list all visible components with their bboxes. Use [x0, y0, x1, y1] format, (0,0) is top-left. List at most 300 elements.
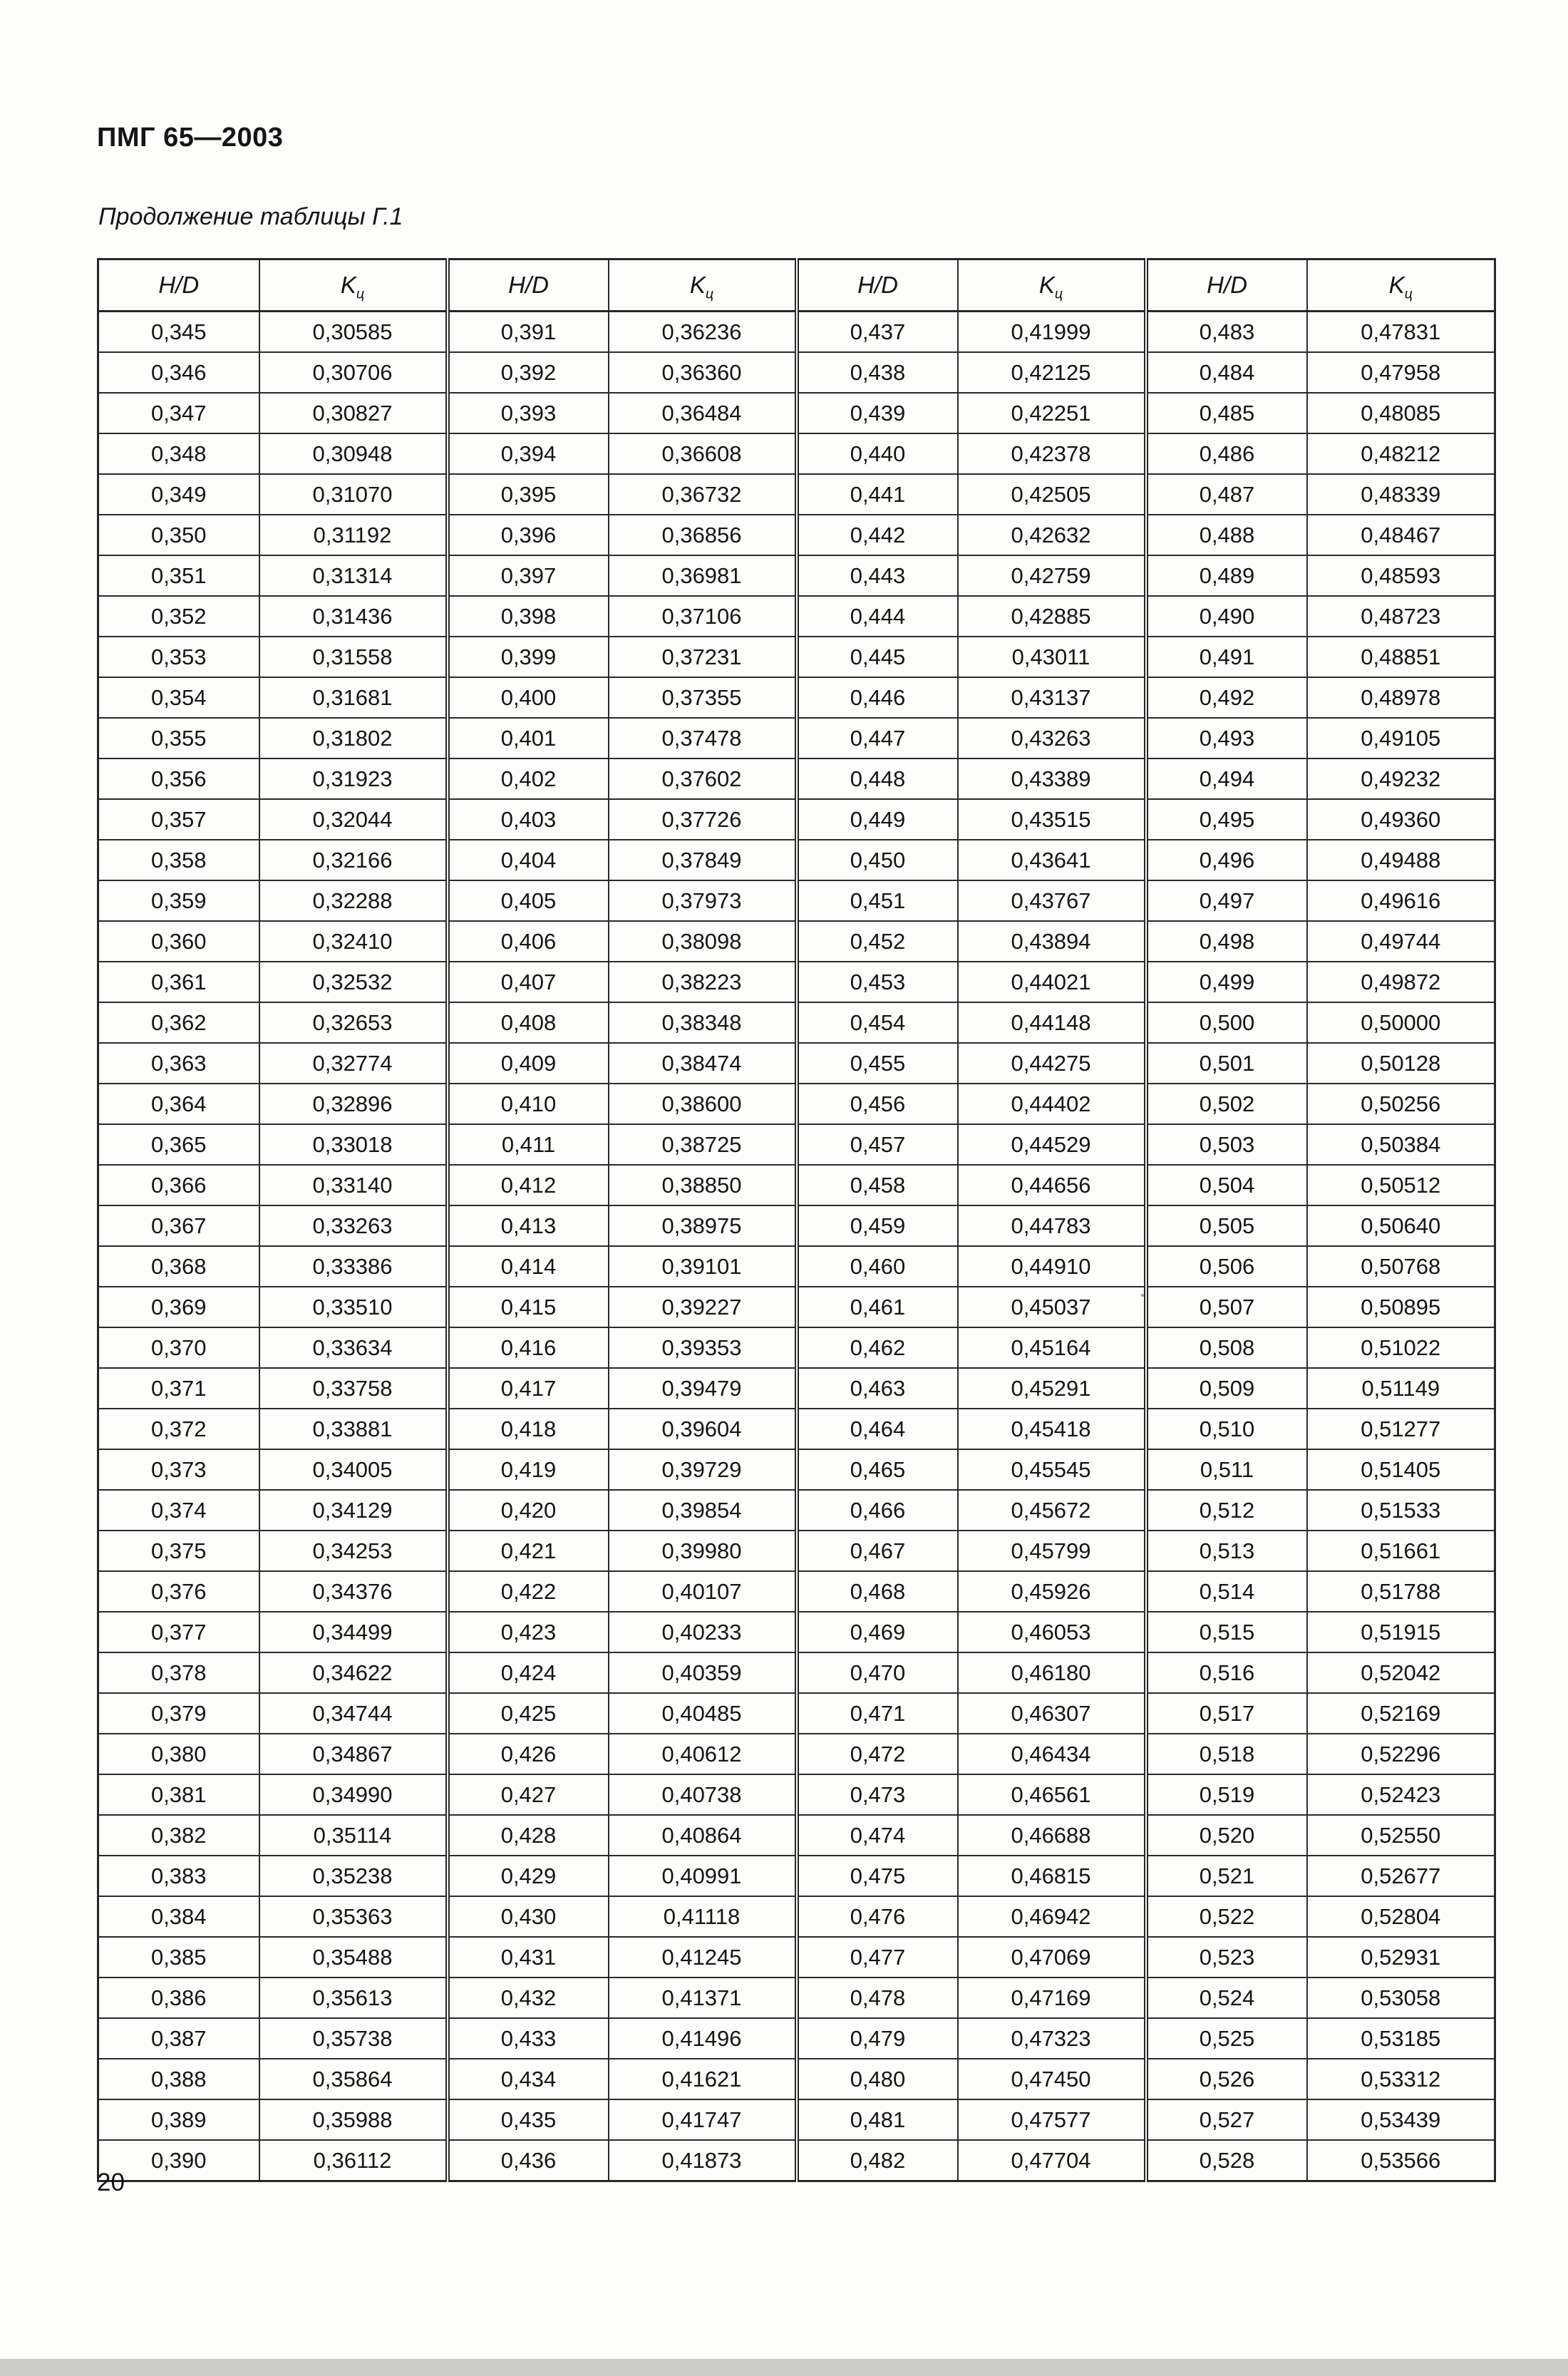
k-value-cell: 0,43515 — [958, 799, 1146, 840]
hd-value-cell: 0,441 — [797, 474, 958, 515]
hd-value-cell: 0,367 — [98, 1205, 259, 1246]
hd-value-cell: 0,513 — [1146, 1531, 1307, 1571]
k-value-cell: 0,36360 — [609, 352, 797, 393]
hd-value-cell: 0,433 — [448, 2018, 609, 2059]
k-value-cell: 0,48723 — [1307, 596, 1495, 637]
hd-value-cell: 0,450 — [797, 840, 958, 880]
hd-value-cell: 0,488 — [1146, 515, 1307, 555]
scan-speck — [1141, 1294, 1144, 1297]
k-value-cell: 0,52677 — [1307, 1856, 1495, 1896]
k-value-cell: 0,51533 — [1307, 1490, 1495, 1531]
hd-value-cell: 0,386 — [98, 1978, 259, 2018]
hd-value-cell: 0,383 — [98, 1856, 259, 1896]
hd-value-cell: 0,474 — [797, 1815, 958, 1856]
table-row — [98, 637, 1495, 677]
k-value-cell: 0,46688 — [958, 1815, 1146, 1856]
k-value-cell: 0,39227 — [609, 1287, 797, 1327]
hd-value-cell: 0,437 — [797, 312, 958, 353]
hd-value-cell: 0,402 — [448, 758, 609, 799]
table-row — [98, 1205, 1495, 1246]
hd-value-cell: 0,457 — [797, 1124, 958, 1165]
table-row — [98, 1246, 1495, 1287]
k-value-cell: 0,38975 — [609, 1205, 797, 1246]
data-table — [97, 258, 1496, 2182]
hd-value-cell: 0,375 — [98, 1531, 259, 1571]
hd-value-cell: 0,348 — [98, 433, 259, 474]
k-value-cell: 0,36112 — [259, 2140, 448, 2181]
hd-value-cell: 0,434 — [448, 2059, 609, 2099]
k-value-cell: 0,32653 — [259, 1002, 448, 1043]
k-value-cell: 0,32166 — [259, 840, 448, 880]
hd-value-cell: 0,480 — [797, 2059, 958, 2099]
hd-value-cell: 0,524 — [1146, 1978, 1307, 2018]
k-value-cell: 0,30948 — [259, 433, 448, 474]
table-row — [98, 1124, 1495, 1165]
table-row — [98, 799, 1495, 840]
hd-value-cell: 0,391 — [448, 312, 609, 353]
hd-value-cell: 0,446 — [797, 677, 958, 718]
hd-value-cell: 0,459 — [797, 1205, 958, 1246]
table-row — [98, 1937, 1495, 1978]
k-value-cell: 0,31070 — [259, 474, 448, 515]
k-value-cell: 0,47069 — [958, 1937, 1146, 1978]
k-value-cell: 0,35238 — [259, 1856, 448, 1896]
hd-value-cell: 0,436 — [448, 2140, 609, 2181]
table-row — [98, 1449, 1495, 1490]
hd-value-cell: 0,390 — [98, 2140, 259, 2181]
k-value-cell: 0,45164 — [958, 1327, 1146, 1368]
k-value-cell: 0,48467 — [1307, 515, 1495, 555]
hd-value-cell: 0,357 — [98, 799, 259, 840]
hd-value-cell: 0,350 — [98, 515, 259, 555]
k-value-cell: 0,37355 — [609, 677, 797, 718]
k-value-cell: 0,49360 — [1307, 799, 1495, 840]
hd-value-cell: 0,407 — [448, 962, 609, 1002]
k-value-cell: 0,41999 — [958, 312, 1146, 353]
hd-value-cell: 0,482 — [797, 2140, 958, 2181]
hd-value-cell: 0,504 — [1146, 1165, 1307, 1205]
k-value-cell: 0,45291 — [958, 1368, 1146, 1409]
k-value-cell: 0,40738 — [609, 1774, 797, 1815]
hd-value-cell: 0,349 — [98, 474, 259, 515]
hd-value-cell: 0,471 — [797, 1693, 958, 1734]
k-value-cell: 0,31558 — [259, 637, 448, 677]
k-value-cell: 0,50128 — [1307, 1043, 1495, 1084]
k-value-cell: 0,43011 — [958, 637, 1146, 677]
k-value-cell: 0,47450 — [958, 2059, 1146, 2099]
k-value-cell: 0,34867 — [259, 1734, 448, 1774]
k-value-cell: 0,47831 — [1307, 312, 1495, 353]
k-value-cell: 0,39729 — [609, 1449, 797, 1490]
hd-value-cell: 0,499 — [1146, 962, 1307, 1002]
hd-value-cell: 0,411 — [448, 1124, 609, 1165]
table-row — [98, 1287, 1495, 1327]
hd-value-cell: 0,394 — [448, 433, 609, 474]
hd-value-cell: 0,447 — [797, 718, 958, 758]
hd-value-cell: 0,413 — [448, 1205, 609, 1246]
k-value-cell: 0,51149 — [1307, 1368, 1495, 1409]
hd-value-cell: 0,505 — [1146, 1205, 1307, 1246]
hd-value-cell: 0,481 — [797, 2099, 958, 2140]
k-value-cell: 0,52042 — [1307, 1652, 1495, 1693]
hd-value-cell: 0,520 — [1146, 1815, 1307, 1856]
k-value-cell: 0,50895 — [1307, 1287, 1495, 1327]
hd-value-cell: 0,353 — [98, 637, 259, 677]
hd-value-cell: 0,346 — [98, 352, 259, 393]
k-value-cell: 0,46942 — [958, 1896, 1146, 1937]
table-row — [98, 1165, 1495, 1205]
hd-value-cell: 0,363 — [98, 1043, 259, 1084]
k-value-cell: 0,42632 — [958, 515, 1146, 555]
hd-value-cell: 0,379 — [98, 1693, 259, 1734]
k-value-cell: 0,34990 — [259, 1774, 448, 1815]
hd-value-cell: 0,502 — [1146, 1084, 1307, 1124]
hd-value-cell: 0,416 — [448, 1327, 609, 1368]
hd-value-cell: 0,498 — [1146, 921, 1307, 962]
hd-value-cell: 0,428 — [448, 1815, 609, 1856]
hd-value-cell: 0,510 — [1146, 1409, 1307, 1449]
table-row — [98, 1531, 1495, 1571]
table-row — [98, 352, 1495, 393]
k-value-cell: 0,42759 — [958, 555, 1146, 596]
table-row — [98, 1978, 1495, 2018]
k-value-cell: 0,49488 — [1307, 840, 1495, 880]
hd-value-cell: 0,430 — [448, 1896, 609, 1937]
k-value-cell: 0,30706 — [259, 352, 448, 393]
hd-value-cell: 0,525 — [1146, 2018, 1307, 2059]
k-value-cell: 0,40612 — [609, 1734, 797, 1774]
table-row — [98, 1571, 1495, 1612]
k-value-cell: 0,31192 — [259, 515, 448, 555]
k-value-cell: 0,35114 — [259, 1815, 448, 1856]
k-value-cell: 0,51661 — [1307, 1531, 1495, 1571]
k-value-cell: 0,39854 — [609, 1490, 797, 1531]
k-value-cell: 0,32896 — [259, 1084, 448, 1124]
hd-value-cell: 0,376 — [98, 1571, 259, 1612]
hd-value-cell: 0,381 — [98, 1774, 259, 1815]
k-letter: K — [1388, 272, 1405, 298]
table-body — [98, 312, 1495, 2181]
hd-value-cell: 0,398 — [448, 596, 609, 637]
hd-value-cell: 0,491 — [1146, 637, 1307, 677]
table-row — [98, 677, 1495, 718]
k-value-cell: 0,32532 — [259, 962, 448, 1002]
header-k-3 — [958, 259, 1146, 312]
k-value-cell: 0,32044 — [259, 799, 448, 840]
k-value-cell: 0,48851 — [1307, 637, 1495, 677]
table-row — [98, 2099, 1495, 2140]
k-value-cell: 0,46434 — [958, 1734, 1146, 1774]
hd-value-cell: 0,516 — [1146, 1652, 1307, 1693]
k-value-cell: 0,31314 — [259, 555, 448, 596]
hd-value-cell: 0,523 — [1146, 1937, 1307, 1978]
header-hd-3: H/D — [797, 259, 958, 312]
table-row — [98, 393, 1495, 433]
k-value-cell: 0,46815 — [958, 1856, 1146, 1896]
k-value-cell: 0,38725 — [609, 1124, 797, 1165]
k-value-cell: 0,32288 — [259, 880, 448, 921]
k-value-cell: 0,39980 — [609, 1531, 797, 1571]
table-row — [98, 555, 1495, 596]
k-value-cell: 0,41873 — [609, 2140, 797, 2181]
k-value-cell: 0,50640 — [1307, 1205, 1495, 1246]
k-value-cell: 0,42251 — [958, 393, 1146, 433]
k-value-cell: 0,51915 — [1307, 1612, 1495, 1652]
k-value-cell: 0,33634 — [259, 1327, 448, 1368]
k-value-cell: 0,35488 — [259, 1937, 448, 1978]
k-value-cell: 0,52169 — [1307, 1693, 1495, 1734]
table-row — [98, 840, 1495, 880]
k-value-cell: 0,44529 — [958, 1124, 1146, 1165]
hd-value-cell: 0,400 — [448, 677, 609, 718]
k-value-cell: 0,49616 — [1307, 880, 1495, 921]
hd-value-cell: 0,452 — [797, 921, 958, 962]
table-row — [98, 1043, 1495, 1084]
hd-value-cell: 0,501 — [1146, 1043, 1307, 1084]
hd-value-cell: 0,384 — [98, 1896, 259, 1937]
hd-value-cell: 0,352 — [98, 596, 259, 637]
k-value-cell: 0,49232 — [1307, 758, 1495, 799]
k-value-cell: 0,34744 — [259, 1693, 448, 1734]
table-row — [98, 433, 1495, 474]
k-value-cell: 0,45418 — [958, 1409, 1146, 1449]
k-value-cell: 0,41496 — [609, 2018, 797, 2059]
hd-value-cell: 0,389 — [98, 2099, 259, 2140]
k-value-cell: 0,31802 — [259, 718, 448, 758]
k-value-cell: 0,31681 — [259, 677, 448, 718]
k-value-cell: 0,44402 — [958, 1084, 1146, 1124]
k-value-cell: 0,36484 — [609, 393, 797, 433]
k-value-cell: 0,32774 — [259, 1043, 448, 1084]
hd-value-cell: 0,483 — [1146, 312, 1307, 353]
k-value-cell: 0,50000 — [1307, 1002, 1495, 1043]
k-value-cell: 0,34499 — [259, 1612, 448, 1652]
hd-value-cell: 0,439 — [797, 393, 958, 433]
hd-value-cell: 0,495 — [1146, 799, 1307, 840]
hd-value-cell: 0,448 — [797, 758, 958, 799]
k-value-cell: 0,39353 — [609, 1327, 797, 1368]
hd-value-cell: 0,489 — [1146, 555, 1307, 596]
hd-value-cell: 0,401 — [448, 718, 609, 758]
hd-value-cell: 0,414 — [448, 1246, 609, 1287]
k-value-cell: 0,43263 — [958, 718, 1146, 758]
hd-value-cell: 0,507 — [1146, 1287, 1307, 1327]
k-value-cell: 0,34005 — [259, 1449, 448, 1490]
hd-value-cell: 0,470 — [797, 1652, 958, 1693]
table-row — [98, 1612, 1495, 1652]
hd-value-cell: 0,388 — [98, 2059, 259, 2099]
k-value-cell: 0,33018 — [259, 1124, 448, 1165]
k-value-cell: 0,50512 — [1307, 1165, 1495, 1205]
k-value-cell: 0,50256 — [1307, 1084, 1495, 1124]
k-value-cell: 0,47704 — [958, 2140, 1146, 2181]
hd-value-cell: 0,415 — [448, 1287, 609, 1327]
table-row — [98, 758, 1495, 799]
k-value-cell: 0,37602 — [609, 758, 797, 799]
header-hd-4: H/D — [1146, 259, 1307, 312]
k-value-cell: 0,43767 — [958, 880, 1146, 921]
k-value-cell: 0,39604 — [609, 1409, 797, 1449]
k-value-cell: 0,43894 — [958, 921, 1146, 962]
table-row — [98, 2059, 1495, 2099]
k-value-cell: 0,38850 — [609, 1165, 797, 1205]
k-value-cell: 0,36608 — [609, 433, 797, 474]
table-row — [98, 1084, 1495, 1124]
hd-value-cell: 0,440 — [797, 433, 958, 474]
hd-value-cell: 0,417 — [448, 1368, 609, 1409]
k-subscript: ц — [1054, 286, 1063, 302]
hd-value-cell: 0,347 — [98, 393, 259, 433]
k-value-cell: 0,38223 — [609, 962, 797, 1002]
hd-value-cell: 0,466 — [797, 1490, 958, 1531]
table-row — [98, 2018, 1495, 2059]
hd-value-cell: 0,456 — [797, 1084, 958, 1124]
table-header — [98, 259, 1495, 312]
table-row — [98, 1693, 1495, 1734]
k-value-cell: 0,44275 — [958, 1043, 1146, 1084]
header-k-4 — [1307, 259, 1495, 312]
hd-value-cell: 0,359 — [98, 880, 259, 921]
header-hd-1: H/D — [98, 259, 259, 312]
hd-value-cell: 0,412 — [448, 1165, 609, 1205]
hd-value-cell: 0,478 — [797, 1978, 958, 2018]
hd-value-cell: 0,355 — [98, 718, 259, 758]
k-value-cell: 0,52296 — [1307, 1734, 1495, 1774]
k-value-cell: 0,39101 — [609, 1246, 797, 1287]
k-value-cell: 0,46561 — [958, 1774, 1146, 1815]
hd-value-cell: 0,397 — [448, 555, 609, 596]
hd-value-cell: 0,486 — [1146, 433, 1307, 474]
k-value-cell: 0,41118 — [609, 1896, 797, 1937]
hd-value-cell: 0,468 — [797, 1571, 958, 1612]
k-letter: K — [1038, 272, 1055, 298]
table-row — [98, 1490, 1495, 1531]
header-k-1 — [259, 259, 448, 312]
hd-value-cell: 0,460 — [797, 1246, 958, 1287]
k-value-cell: 0,48339 — [1307, 474, 1495, 515]
k-value-cell: 0,53566 — [1307, 2140, 1495, 2181]
k-value-cell: 0,34253 — [259, 1531, 448, 1571]
k-value-cell: 0,47323 — [958, 2018, 1146, 2059]
hd-value-cell: 0,484 — [1146, 352, 1307, 393]
hd-value-cell: 0,351 — [98, 555, 259, 596]
k-value-cell: 0,46307 — [958, 1693, 1146, 1734]
hd-value-cell: 0,519 — [1146, 1774, 1307, 1815]
table-row — [98, 1002, 1495, 1043]
header-k-2 — [609, 259, 797, 312]
table-container — [97, 258, 1495, 2182]
hd-value-cell: 0,393 — [448, 393, 609, 433]
document-code: ПМГ 65—2003 — [97, 123, 284, 153]
k-value-cell: 0,45799 — [958, 1531, 1146, 1571]
hd-value-cell: 0,418 — [448, 1409, 609, 1449]
hd-value-cell: 0,435 — [448, 2099, 609, 2140]
k-value-cell: 0,37726 — [609, 799, 797, 840]
table-row — [98, 1774, 1495, 1815]
table-row — [98, 718, 1495, 758]
hd-value-cell: 0,487 — [1146, 474, 1307, 515]
k-value-cell: 0,53185 — [1307, 2018, 1495, 2059]
k-value-cell: 0,42885 — [958, 596, 1146, 637]
k-value-cell: 0,30585 — [259, 312, 448, 353]
hd-value-cell: 0,410 — [448, 1084, 609, 1124]
k-value-cell: 0,52931 — [1307, 1937, 1495, 1978]
k-value-cell: 0,37231 — [609, 637, 797, 677]
hd-value-cell: 0,469 — [797, 1612, 958, 1652]
hd-value-cell: 0,419 — [448, 1449, 609, 1490]
k-value-cell: 0,43389 — [958, 758, 1146, 799]
hd-value-cell: 0,356 — [98, 758, 259, 799]
hd-value-cell: 0,518 — [1146, 1734, 1307, 1774]
hd-value-cell: 0,517 — [1146, 1693, 1307, 1734]
hd-value-cell: 0,527 — [1146, 2099, 1307, 2140]
table-row — [98, 1327, 1495, 1368]
k-value-cell: 0,48212 — [1307, 433, 1495, 474]
hd-value-cell: 0,360 — [98, 921, 259, 962]
hd-value-cell: 0,500 — [1146, 1002, 1307, 1043]
k-value-cell: 0,42125 — [958, 352, 1146, 393]
hd-value-cell: 0,427 — [448, 1774, 609, 1815]
k-value-cell: 0,38474 — [609, 1043, 797, 1084]
k-value-cell: 0,38098 — [609, 921, 797, 962]
header-hd-2: H/D — [448, 259, 609, 312]
hd-value-cell: 0,368 — [98, 1246, 259, 1287]
page-number: 20 — [97, 2169, 125, 2196]
k-value-cell: 0,48593 — [1307, 555, 1495, 596]
hd-value-cell: 0,365 — [98, 1124, 259, 1165]
k-value-cell: 0,35363 — [259, 1896, 448, 1937]
k-value-cell: 0,41621 — [609, 2059, 797, 2099]
hd-value-cell: 0,506 — [1146, 1246, 1307, 1287]
k-value-cell: 0,45672 — [958, 1490, 1146, 1531]
k-value-cell: 0,40991 — [609, 1856, 797, 1896]
k-value-cell: 0,33140 — [259, 1165, 448, 1205]
k-value-cell: 0,44148 — [958, 1002, 1146, 1043]
table-row — [98, 962, 1495, 1002]
k-value-cell: 0,40359 — [609, 1652, 797, 1693]
table-row — [98, 1856, 1495, 1896]
hd-value-cell: 0,476 — [797, 1896, 958, 1937]
k-value-cell: 0,45037 — [958, 1287, 1146, 1327]
k-value-cell: 0,38600 — [609, 1084, 797, 1124]
hd-value-cell: 0,423 — [448, 1612, 609, 1652]
hd-value-cell: 0,522 — [1146, 1896, 1307, 1937]
k-value-cell: 0,41245 — [609, 1937, 797, 1978]
k-value-cell: 0,51022 — [1307, 1327, 1495, 1368]
hd-value-cell: 0,406 — [448, 921, 609, 962]
k-value-cell: 0,37973 — [609, 880, 797, 921]
k-value-cell: 0,50384 — [1307, 1124, 1495, 1165]
k-value-cell: 0,31923 — [259, 758, 448, 799]
table-row — [98, 312, 1495, 353]
k-value-cell: 0,47577 — [958, 2099, 1146, 2140]
k-value-cell: 0,39479 — [609, 1368, 797, 1409]
k-value-cell: 0,45545 — [958, 1449, 1146, 1490]
hd-value-cell: 0,453 — [797, 962, 958, 1002]
hd-value-cell: 0,378 — [98, 1652, 259, 1693]
k-value-cell: 0,50768 — [1307, 1246, 1495, 1287]
k-value-cell: 0,33386 — [259, 1246, 448, 1287]
hd-value-cell: 0,399 — [448, 637, 609, 677]
table-row — [98, 921, 1495, 962]
k-value-cell: 0,30827 — [259, 393, 448, 433]
k-value-cell: 0,32410 — [259, 921, 448, 962]
hd-value-cell: 0,444 — [797, 596, 958, 637]
hd-value-cell: 0,362 — [98, 1002, 259, 1043]
k-value-cell: 0,38348 — [609, 1002, 797, 1043]
hd-value-cell: 0,396 — [448, 515, 609, 555]
hd-value-cell: 0,461 — [797, 1287, 958, 1327]
